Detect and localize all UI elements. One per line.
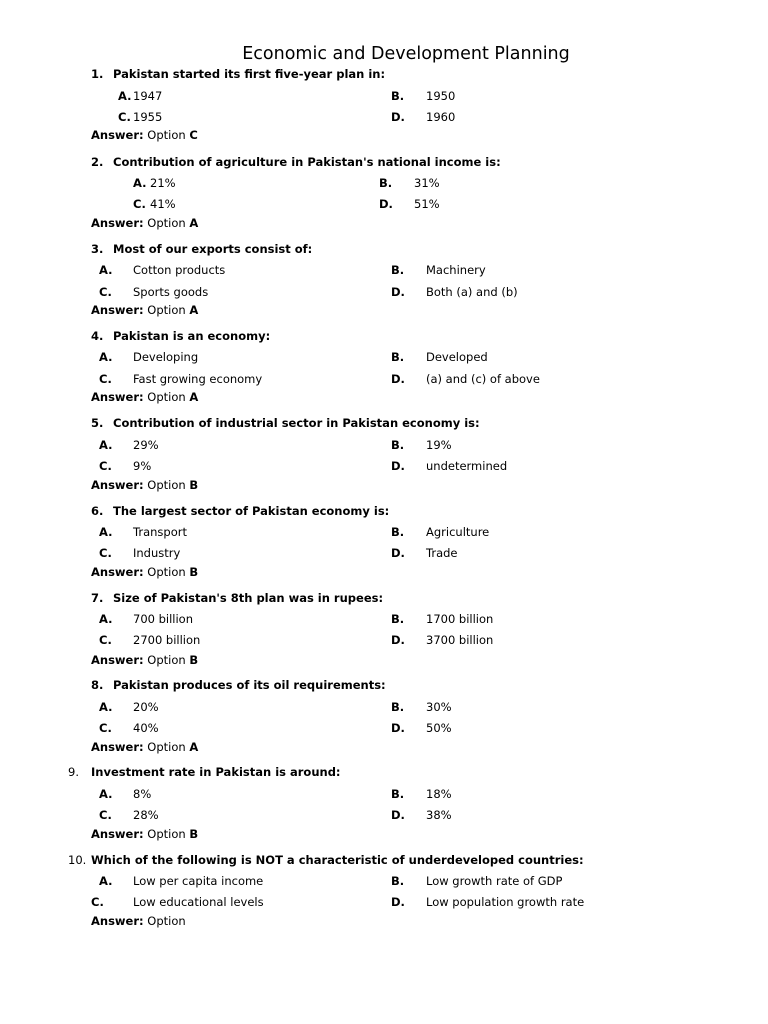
option-text: 9% xyxy=(133,459,152,473)
option-text: 29% xyxy=(133,438,159,452)
answer-line xyxy=(91,390,198,404)
answer-label: Answer: xyxy=(91,216,144,230)
answer-line xyxy=(91,740,198,754)
answer-letter: A xyxy=(189,303,199,317)
option-letter: A. xyxy=(99,700,113,714)
option-text: 3700 billion xyxy=(426,633,494,647)
option-letter: B. xyxy=(391,787,405,801)
answer-letter: A xyxy=(189,216,199,230)
answer-option-label: Option xyxy=(147,216,186,230)
answer-line xyxy=(91,653,198,667)
option-letter: D. xyxy=(391,808,405,822)
answer-line xyxy=(91,128,198,142)
question-number: 3. xyxy=(91,242,104,256)
option-text: Developing xyxy=(133,350,199,364)
question-number: 1. xyxy=(91,67,104,81)
option-letter: C. xyxy=(99,372,112,386)
option-text: Low growth rate of GDP xyxy=(426,874,563,888)
option-text: Developed xyxy=(426,350,488,364)
answer-line xyxy=(91,478,198,492)
answer-letter: B xyxy=(189,827,199,841)
answer-letter: A xyxy=(189,740,199,754)
option-text: Fast growing economy xyxy=(133,372,263,386)
question-text: Size of Pakistan's 8th plan was in rupees: xyxy=(113,591,384,605)
option-letter: A. xyxy=(118,89,132,103)
option-letter: C. xyxy=(99,808,112,822)
answer-option-label: Option xyxy=(147,653,186,667)
question-text: Investment rate in Pakistan is around: xyxy=(91,765,341,779)
option-text: 18% xyxy=(426,787,452,801)
question-text: Contribution of agriculture in Pakistan's national income is: xyxy=(113,155,501,169)
answer-option-label: Option xyxy=(147,565,186,579)
answer-option-label: Option xyxy=(147,914,186,928)
option-text: 31% xyxy=(414,176,440,190)
option-letter: A. xyxy=(99,612,113,626)
option-text: Industry xyxy=(133,546,181,560)
option-letter: C. xyxy=(118,110,131,124)
option-letter: B. xyxy=(391,263,405,277)
option-text: Transport xyxy=(133,525,187,539)
option-letter: D. xyxy=(391,633,405,647)
option-letter: C. xyxy=(99,721,112,735)
option-letter: C. xyxy=(99,285,112,299)
option-letter: A. xyxy=(99,525,113,539)
answer-line xyxy=(91,565,198,579)
question-number: 6. xyxy=(91,504,104,518)
option-text: Both (a) and (b) xyxy=(426,285,518,299)
option-text: 1947 xyxy=(133,89,163,103)
question-number: 7. xyxy=(91,591,104,605)
answer-label: Answer: xyxy=(91,653,144,667)
question-number: 8. xyxy=(91,678,104,692)
option-letter: B. xyxy=(391,700,405,714)
option-text: Low population growth rate xyxy=(426,895,585,909)
option-letter: B. xyxy=(391,525,405,539)
option-text: 30% xyxy=(426,700,452,714)
answer-option-label: Option xyxy=(147,827,186,841)
option-text: 51% xyxy=(414,197,440,211)
question-text: The largest sector of Pakistan economy is: xyxy=(113,504,390,518)
option-letter: A. xyxy=(99,263,113,277)
option-text: 19% xyxy=(426,438,452,452)
option-text: Cotton products xyxy=(133,263,226,277)
option-text: 40% xyxy=(133,721,159,735)
answer-option-label: Option xyxy=(147,478,186,492)
question-number: 10. xyxy=(68,853,87,867)
option-letter: C. xyxy=(99,633,112,647)
question-text: Pakistan produces of its oil requirements: xyxy=(113,678,386,692)
option-text: 28% xyxy=(133,808,159,822)
option-letter: C. xyxy=(99,546,112,560)
option-text: 2700 billion xyxy=(133,633,201,647)
option-letter: B. xyxy=(391,612,405,626)
option-text: 41% xyxy=(150,197,176,211)
option-text: 1960 xyxy=(426,110,456,124)
answer-option-label: Option xyxy=(147,303,186,317)
option-text: undetermined xyxy=(426,459,508,473)
option-text: 20% xyxy=(133,700,159,714)
answer-label: Answer: xyxy=(91,390,144,404)
option-text: 8% xyxy=(133,787,152,801)
question-text: Pakistan is an economy: xyxy=(113,329,271,343)
option-letter: A. xyxy=(133,176,147,190)
option-letter: B. xyxy=(391,874,405,888)
option-text: 1955 xyxy=(133,110,163,124)
answer-letter: C xyxy=(189,128,198,142)
option-text: Trade xyxy=(426,546,458,560)
option-letter: B. xyxy=(391,89,405,103)
answer-label: Answer: xyxy=(91,128,144,142)
page-title: Economic and Development Planning xyxy=(242,44,570,64)
option-letter: B. xyxy=(391,350,405,364)
question-text: Contribution of industrial sector in Pakistan economy is: xyxy=(113,416,480,430)
answer-letter: B xyxy=(189,565,199,579)
option-letter: D. xyxy=(379,197,393,211)
option-text: 1700 billion xyxy=(426,612,494,626)
option-text: 21% xyxy=(150,176,176,190)
option-letter: C. xyxy=(99,459,112,473)
option-letter: D. xyxy=(391,372,405,386)
option-text: Low educational levels xyxy=(133,895,264,909)
option-letter: C. xyxy=(133,197,146,211)
option-letter: A. xyxy=(99,350,113,364)
answer-label: Answer: xyxy=(91,740,144,754)
answer-label: Answer: xyxy=(91,303,144,317)
option-letter: A. xyxy=(99,438,113,452)
option-letter: D. xyxy=(391,285,405,299)
question-number: 9. xyxy=(68,765,79,779)
option-letter: D. xyxy=(391,721,405,735)
answer-label: Answer: xyxy=(91,565,144,579)
option-letter: B. xyxy=(379,176,393,190)
option-letter: C. xyxy=(91,895,104,909)
option-text: Low per capita income xyxy=(133,874,264,888)
answer-option-label: Option xyxy=(147,390,186,404)
answer-letter: B xyxy=(189,653,199,667)
answer-label: Answer: xyxy=(91,478,144,492)
question-number: 2. xyxy=(91,155,104,169)
answer-label: Answer: xyxy=(91,914,144,928)
answer-label: Answer: xyxy=(91,827,144,841)
option-text: 700 billion xyxy=(133,612,194,626)
answer-option-label: Option xyxy=(147,740,186,754)
option-text: 50% xyxy=(426,721,452,735)
option-letter: D. xyxy=(391,546,405,560)
option-text: Machinery xyxy=(426,263,486,277)
question-text: Which of the following is NOT a characteristic of underdeveloped countries: xyxy=(91,853,584,867)
option-letter: A. xyxy=(99,787,113,801)
option-text: 1950 xyxy=(426,89,456,103)
answer-option-label: Option xyxy=(147,128,186,142)
option-letter: D. xyxy=(391,110,405,124)
question-number: 5. xyxy=(91,416,104,430)
answer-letter: A xyxy=(189,390,199,404)
option-text: Sports goods xyxy=(133,285,209,299)
option-letter: B. xyxy=(391,438,405,452)
answer-line xyxy=(91,303,198,317)
option-text: 38% xyxy=(426,808,452,822)
option-text: (a) and (c) of above xyxy=(426,372,540,386)
question-text: Most of our exports consist of: xyxy=(113,242,313,256)
option-letter: A. xyxy=(99,874,113,888)
answer-letter: B xyxy=(189,478,199,492)
option-letter: D. xyxy=(391,459,405,473)
answer-line xyxy=(91,914,186,928)
option-letter: D. xyxy=(391,895,405,909)
answer-line xyxy=(91,827,198,841)
question-text: Pakistan started its first five-year plan in: xyxy=(113,67,386,81)
answer-line xyxy=(91,216,198,230)
option-text: Agriculture xyxy=(426,525,490,539)
question-number: 4. xyxy=(91,329,104,343)
